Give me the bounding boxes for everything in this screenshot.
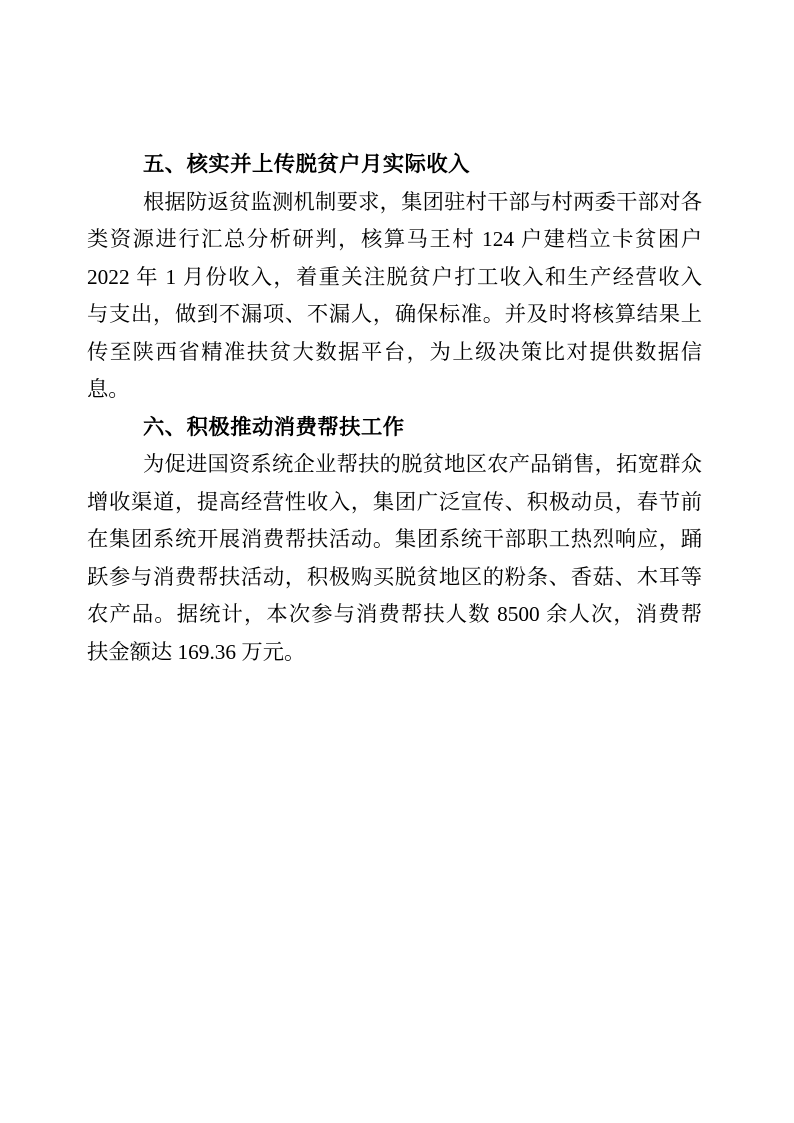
paragraph-line: 传至陕西省精准扶贫大数据平台，为上级决策比对提供数据信 (87, 339, 702, 364)
paragraph-line: 为促进国资系统企业帮扶的脱贫地区农产品销售，拓宽群众 (143, 452, 702, 476)
paragraph-line: 类资源进行汇总分析研判，核算马王村 124 户建档立卡贫困户 (87, 227, 702, 251)
paragraph-line: 在集团系统开展消费帮扶活动。集团系统干部职工热烈响应，踊 (87, 527, 702, 551)
paragraph-line: 跃参与消费帮扶活动，积极购买脱贫地区的粉条、香菇、木耳等 (87, 564, 702, 589)
paragraph-line: 增收渠道，提高经营性收入，集团广泛宣传、积极动员，春节前 (87, 489, 702, 514)
document-content (87, 146, 702, 671)
paragraph-line: 与支出，做到不漏项、不漏人，确保标准。并及时将核算结果上 (87, 302, 702, 326)
paragraph-line: 扶金额达 169.36 万元。 (87, 639, 306, 664)
section-6-paragraph (87, 446, 702, 671)
section-5-paragraph (87, 184, 702, 409)
paragraph-line: 2022 年 1 月份收入，着重关注脱贫户打工收入和生产经营收入 (87, 264, 702, 289)
section-6-heading: 六、积极推动消费帮扶工作 (143, 414, 405, 439)
paragraph-line: 根据防返贫监测机制要求，集团驻村干部与村两委干部对各 (143, 189, 702, 214)
paragraph-line: 农产品。据统计，本次参与消费帮扶人数 8500 余人次，消费帮 (87, 602, 702, 626)
section-5-heading: 五、核实并上传脱贫户月实际收入 (143, 152, 470, 176)
paragraph-line: 息。 (87, 377, 130, 401)
